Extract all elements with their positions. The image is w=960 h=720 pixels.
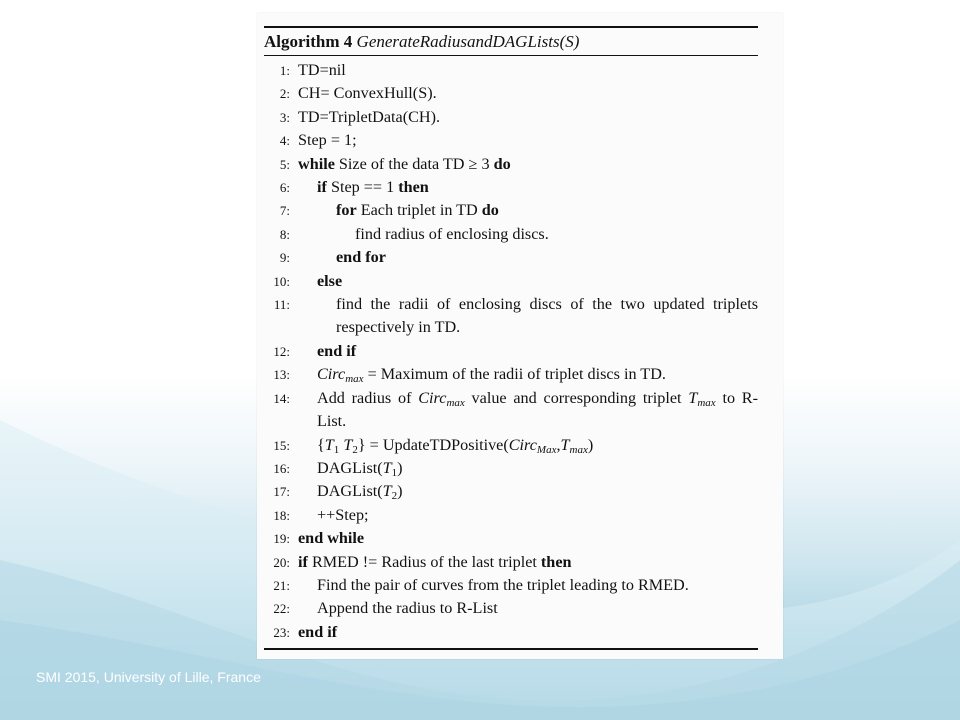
algorithm-line bbox=[264, 340, 758, 363]
algorithm-line bbox=[264, 129, 758, 152]
line-text bbox=[298, 457, 758, 480]
math-t: T bbox=[324, 435, 334, 454]
keyword-end-while: end while bbox=[298, 529, 365, 548]
line-text bbox=[298, 434, 758, 457]
algorithm-line bbox=[264, 504, 758, 527]
math-subscript: 2 bbox=[391, 490, 398, 503]
line-body: DAGList( bbox=[317, 458, 383, 477]
math-t: T bbox=[560, 435, 570, 454]
algorithm-line bbox=[264, 387, 758, 434]
line-number: 9: bbox=[279, 250, 290, 266]
math-t: T bbox=[382, 482, 392, 501]
line-text bbox=[298, 363, 758, 386]
line-number: 7: bbox=[279, 203, 290, 219]
line-number: 18: bbox=[273, 507, 290, 523]
line-text bbox=[298, 270, 758, 293]
math-subscript: max bbox=[569, 443, 588, 456]
math-subscript: Max bbox=[536, 443, 557, 456]
line-number: 21: bbox=[273, 577, 290, 593]
algorithm-line bbox=[264, 59, 758, 82]
algorithm-line bbox=[264, 199, 758, 222]
line-body: Add radius of bbox=[317, 388, 419, 407]
math-subscript: max bbox=[345, 373, 364, 386]
line-text bbox=[298, 176, 758, 199]
algorithm-line bbox=[264, 621, 758, 644]
line-text: TD=TripletData(CH). bbox=[298, 107, 441, 126]
keyword-end-for: end for bbox=[336, 248, 386, 267]
algorithm-line bbox=[264, 527, 758, 550]
line-body: to R-List. bbox=[317, 388, 758, 431]
line-body: ) bbox=[587, 435, 594, 454]
keyword-else: else bbox=[317, 271, 343, 290]
line-text: find the radii of enclosing discs of the two updated triplets respectively in TD. bbox=[336, 295, 758, 337]
line-number: 16: bbox=[273, 460, 290, 476]
line-text: Find the pair of curves from the triplet leading to RMED. bbox=[317, 575, 689, 594]
line-body: value and corresponding triplet bbox=[464, 388, 689, 407]
line-number: 3: bbox=[279, 109, 290, 125]
math-subscript: 2 bbox=[352, 443, 358, 456]
line-body: RMED != Radius of the last triplet bbox=[307, 552, 541, 571]
math-circ: Circ bbox=[317, 365, 346, 384]
algorithm-header bbox=[264, 28, 758, 56]
algorithm-line bbox=[264, 480, 758, 503]
keyword-for: for bbox=[336, 201, 357, 220]
math-subscript: 1 bbox=[391, 466, 398, 479]
line-number: 17: bbox=[273, 484, 290, 500]
line-body: ) bbox=[397, 458, 403, 477]
line-text bbox=[298, 199, 758, 222]
line-text bbox=[298, 621, 758, 644]
keyword-end-if: end if bbox=[298, 622, 338, 641]
line-body: , bbox=[556, 435, 561, 454]
math-subscript: 1 bbox=[333, 443, 340, 456]
line-text bbox=[298, 480, 758, 503]
keyword-then: then bbox=[540, 552, 572, 571]
algorithm-line bbox=[264, 434, 758, 457]
line-number: 11: bbox=[273, 297, 290, 313]
line-number: 2: bbox=[279, 86, 290, 102]
line-text: Append the radius to R-List bbox=[317, 599, 498, 618]
math-t: T bbox=[688, 388, 698, 407]
algorithm-body bbox=[264, 56, 758, 650]
algorithm-line bbox=[264, 270, 758, 293]
line-text: ++Step; bbox=[317, 505, 369, 524]
slide-footer: SMI 2015, University of Lille, France bbox=[36, 669, 261, 685]
math-circ: Circ bbox=[418, 388, 447, 407]
line-number: 4: bbox=[279, 133, 290, 149]
algorithm-name: GenerateRadiusandDAGLists(S) bbox=[356, 32, 580, 51]
line-body: Each triplet in TD bbox=[356, 201, 482, 220]
line-number: 1: bbox=[279, 63, 290, 78]
algorithm-line bbox=[264, 106, 758, 129]
line-number: 12: bbox=[273, 343, 290, 359]
line-text bbox=[298, 551, 758, 574]
algorithm-line bbox=[264, 551, 758, 574]
keyword-end-if: end if bbox=[317, 341, 357, 360]
algorithm-label: Algorithm 4 bbox=[264, 32, 353, 51]
line-body: ) bbox=[397, 482, 403, 501]
line-number: 20: bbox=[273, 554, 290, 570]
keyword-do: do bbox=[493, 154, 511, 173]
algorithm-line bbox=[264, 457, 758, 480]
math-t: T bbox=[382, 458, 392, 477]
line-text bbox=[298, 527, 758, 550]
line-text bbox=[298, 387, 758, 434]
math-subscript: max bbox=[446, 396, 465, 409]
line-number: 15: bbox=[273, 437, 290, 453]
line-text bbox=[298, 246, 758, 269]
line-number: 6: bbox=[279, 180, 290, 196]
line-number: 19: bbox=[273, 531, 290, 547]
line-number: 8: bbox=[279, 226, 290, 242]
line-number: 5: bbox=[279, 156, 290, 172]
algorithm-line bbox=[264, 574, 758, 597]
algorithm-line bbox=[264, 153, 758, 176]
algorithm-line bbox=[264, 597, 758, 620]
line-text: TD=nil bbox=[298, 61, 346, 79]
algorithm-line bbox=[264, 82, 758, 105]
line-text: Step = 1; bbox=[298, 131, 357, 150]
algorithm-line bbox=[264, 223, 758, 246]
keyword-while: while bbox=[298, 154, 335, 173]
line-body: Size of the data TD ≥ 3 bbox=[334, 154, 494, 173]
keyword-then: then bbox=[398, 178, 429, 197]
algorithm-line bbox=[264, 363, 758, 386]
keyword-if: if bbox=[298, 552, 308, 571]
algorithm-line bbox=[264, 176, 758, 199]
algorithm-line bbox=[264, 293, 758, 340]
line-body: Step == 1 bbox=[326, 178, 399, 197]
line-number: 14: bbox=[273, 390, 290, 406]
algorithm-box bbox=[264, 26, 758, 650]
line-text: CH= ConvexHull(S). bbox=[298, 84, 437, 103]
line-number: 23: bbox=[273, 624, 290, 640]
line-body: } = UpdateTDPositive( bbox=[357, 435, 509, 454]
line-number: 22: bbox=[273, 601, 290, 617]
keyword-do: do bbox=[481, 201, 499, 220]
math-circ: Circ bbox=[508, 435, 537, 454]
keyword-if: if bbox=[317, 178, 327, 197]
line-body: { bbox=[317, 435, 325, 454]
line-number: 10: bbox=[273, 273, 290, 289]
algorithm-line bbox=[264, 246, 758, 269]
line-body: = Maximum of the radii of triplet discs in TD. bbox=[363, 365, 666, 384]
line-text bbox=[298, 153, 758, 176]
line-number: 13: bbox=[273, 367, 290, 383]
math-t: T bbox=[343, 435, 353, 454]
line-text bbox=[298, 340, 758, 363]
math-subscript: max bbox=[697, 396, 716, 409]
line-body: DAGList( bbox=[317, 482, 383, 501]
line-text: find radius of enclosing discs. bbox=[355, 224, 549, 243]
